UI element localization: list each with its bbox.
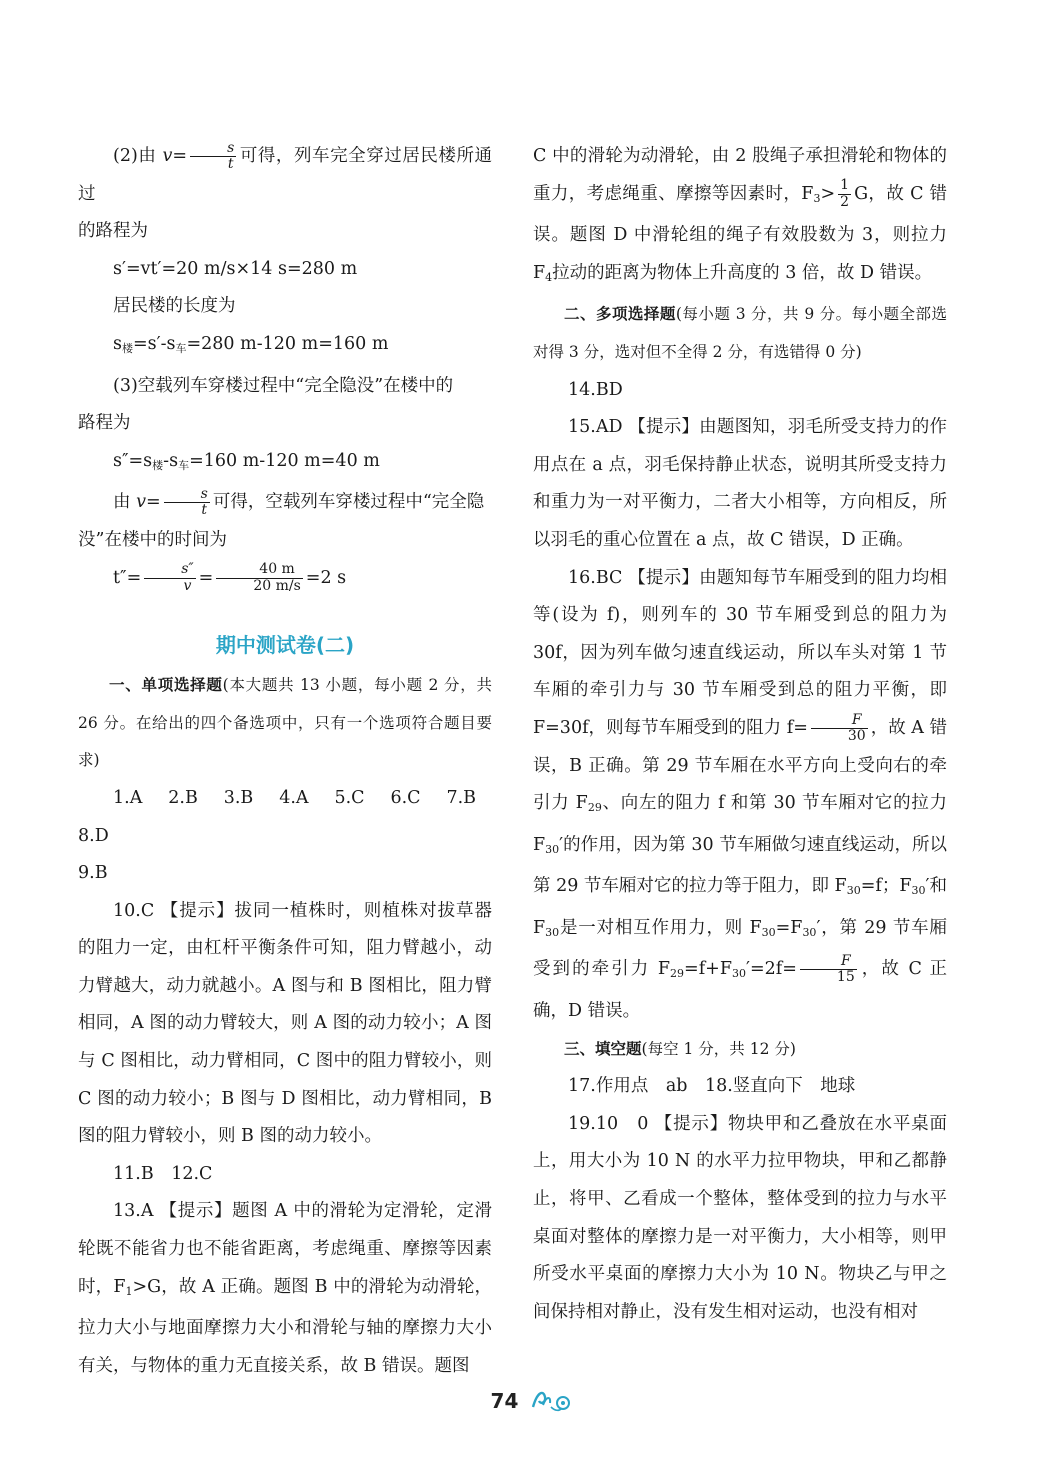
answer-explanation: 15.AD 【提示】由题图知，羽毛所受支持力的作用点在 a 点，羽毛保持静止状态，说明其所受支持力和重力为一对平衡力，二者大小相等，方向相反，所以羽毛的重心位置在 a 点，故 C 错误，D 正确。 (533, 417, 947, 550)
equation: t″= $\frac{s''}{v}$ = $\frac{40 m}{20 m/s}$ =2 s (113, 561, 347, 594)
equation: s′=vt′=20 m/s×14 s=280 m (113, 258, 358, 279)
answer-row: 11.B 12.C (113, 1163, 213, 1184)
text-line: 路程为 (78, 413, 131, 434)
answer-explanation: 10.C 【提示】拔同一植株时，则植株对拔草器的阻力一定，由杠杆平衡条件可知，阻力臂越小，动力臂越大，动力就越小。A 图与和 B 图相比，阻力臂相同，A 图的动力臂较大，则 A 图的动力较小；A 图与 C 图相比，动力臂相同，C 图中的阻力臂较小，则 C 图的动力较小；B 图与 D 图相比，动力臂相同，B 图的阻力臂较小，则 B 图的动力较小。 (78, 900, 492, 1147)
answer-explanation: 16.BC 【提示】由题知每节车厢受到的阻力均相等(设为 f)，则列车的 30 节车厢受到总的阻力为 30f，因为列车做匀速直线运动，所以车头对第 1 节车厢的牵引力与 30 节车厢受到总的阻力平衡，即 F=30f，则每节车厢受到的阻力 f= $\frac{F}{30}$ ，故 A 错误，B 正确。第 29 节车厢在水平方向上受向右的牵引力 $F_{29}$、向左的阻力 f 和第 30 节车厢对它的拉力 $F_{30}'$的作用，因为第 30 节车厢做匀速直线运动，所以第 29 节车厢对它的拉力等于阻力，即 $F_{30}=f$；$F_{30}'$和 $F_{30}$是一对相互作用力，则 $F_{30}=F_{30}'$，第 29 节车厢受到的牵引力 $F_{29}=f+F_{30}'=2f=$ $\frac{F}{15}$ ，故 C 正确，D 错误。 (533, 567, 947, 1022)
fraction: $\frac{F}{15}$ (800, 954, 857, 986)
text-line: 的路程为 (78, 221, 148, 242)
wave-logo-icon (529, 1385, 573, 1417)
answer: 5.C (334, 787, 365, 808)
right-column (533, 138, 947, 1331)
fraction: $\frac{s''}{v}$ (144, 562, 195, 594)
answer: 7.B (446, 787, 476, 808)
answer: 8.D (78, 825, 109, 846)
equation: $s_楼=s'-s_车=280$ m-120 m=160 m (113, 333, 389, 355)
equation: $s''=s_楼-s_车=160$ m-120 m=40 m (113, 450, 380, 472)
answer-row (78, 780, 492, 855)
answer: 4.A (279, 787, 309, 808)
text-line: 没”在楼中的时间为 (78, 529, 227, 550)
answer-explanation: C 中的滑轮为动滑轮，由 2 股绳子承担滑轮和物体的重力，考虑绳重、摩擦等因素时，$F_3>$ $\frac{1}{2}$ G，故 C 错误。题图 D 中滑轮组的绳子有效股数为 3，则拉力 $F_4$拉动的距离为物体上升高度的 3 倍，故 D 错误。 (533, 146, 947, 284)
section-title: 期中测试卷(二) (215, 633, 355, 658)
text-line: (2)由 v= $\frac{s}{t}$ 可得，列车完全穿过居民楼所通过 (78, 139, 493, 204)
text-line: 居民楼的长度为 (113, 296, 236, 317)
text-line: (3)空载列车穿楼过程中“完全隐没”在楼中的 (113, 375, 454, 396)
answer: 1.A (113, 787, 143, 808)
fraction: $\frac{s}{t}$ (190, 141, 236, 173)
answer: 6.C (390, 787, 421, 808)
answer: 2.B (168, 787, 198, 808)
left-column (78, 138, 492, 1385)
fraction: $\frac{F}{30}$ (811, 713, 868, 745)
page-footer (0, 1385, 1064, 1417)
answer-row: 17.作用点 ab 18.竖直向下 地球 (568, 1076, 856, 1097)
fraction: $\frac{40 m}{20 m/s}$ (216, 562, 302, 594)
fraction: $\frac{s}{t}$ (164, 487, 210, 519)
answer: 14.BD (568, 379, 623, 400)
answer: 3.B (223, 787, 254, 808)
answer-explanation: 19.10 0 【提示】物块甲和乙叠放在水平桌面上，用大小为 10 N 的水平力拉甲物块，甲和乙都静止，将甲、乙看成一个整体，整体受到的拉力与水平桌面对整体的摩擦力是一对平衡力，大小相等，则甲所受水平桌面的摩擦力大小为 10 N。物块乙与甲之间保持相对静止，没有发生相对运动，也没有相对 (533, 1113, 947, 1322)
answer: 9.B (78, 863, 108, 884)
answer-explanation: 13.A 【提示】题图 A 中的滑轮为定滑轮，定滑轮既不能省力也不能省距离，考虑绳重、摩擦等因素时，$F_1>G$，故 A 正确。题图 B 中的滑轮为动滑轮，拉力大小与地面摩擦力大小和滑轮与轴的摩擦力大小有关，与物体的重力无直接关系，故 B 错误。题图 (78, 1201, 492, 1376)
fraction: $\frac{1}{2}$ (840, 177, 850, 210)
question-group-header: 二、多项选择题(每小题 3 分，共 9 分。每小题全部选对得 3 分，选对但不全得 2 分，有选错得 0 分) (533, 305, 947, 361)
text-line: 由 v= $\frac{s}{t}$ 可得，空载列车穿楼过程中“完全隐 (113, 485, 485, 519)
page-number: 74 (490, 1389, 519, 1413)
question-group-header: 三、填空题(每空 1 分，共 12 分) (564, 1039, 796, 1058)
question-group-header: 一、单项选择题(本大题共 13 小题，每小题 2 分，共 26 分。在给出的四个备选项中，只有一个选项符合题目要求) (78, 676, 492, 770)
